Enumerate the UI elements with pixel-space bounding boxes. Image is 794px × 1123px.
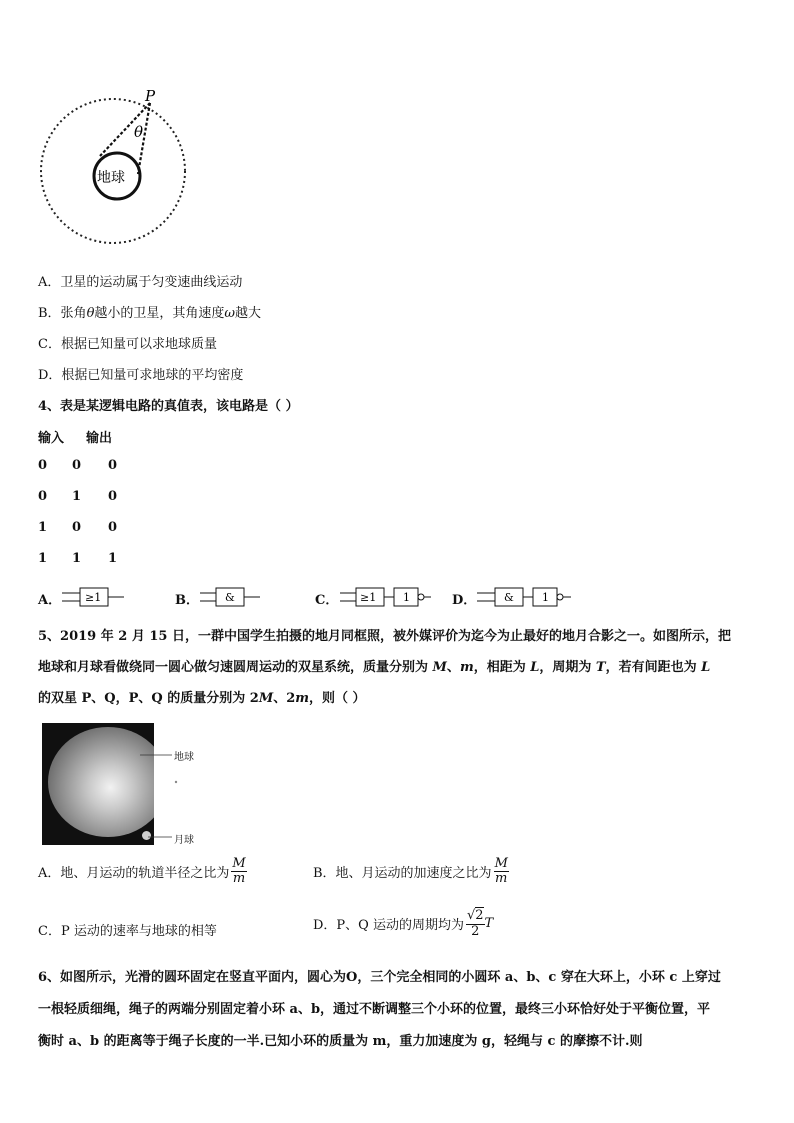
point-p-label: P — [145, 88, 156, 105]
var-L2: L — [701, 660, 711, 675]
q6-line2: 一根轻质细绳，绳子的两端分别固定着小环 a、b，通过不断调整三个小环的位置，最终三小环恰好处于平衡位置，平 — [38, 1002, 711, 1017]
q5-line2 — [38, 656, 710, 675]
q5-line3-a: 的双星 P、Q，P、Q 的质量分别为 2 — [38, 691, 259, 706]
q5-line3-c: ，则（ ） — [309, 691, 366, 706]
var-T: T — [595, 660, 606, 675]
frac-num: M — [232, 856, 246, 871]
gate-symbol: ≥1 — [85, 591, 102, 604]
q4-option-a-label: A． — [38, 593, 62, 608]
q5-option-d — [313, 908, 493, 939]
q4-option-b-gate — [200, 586, 264, 608]
q3-option-b — [38, 302, 261, 321]
q5-line2-d: ，若有间距也为 — [605, 660, 702, 675]
q3-option-a: A．卫星的运动属于匀变速曲线运动 — [38, 275, 243, 290]
q5-line2-b: ，相距为 — [473, 660, 531, 675]
cell-b: 0 — [72, 458, 82, 473]
q6-line1: 6、如图所示，光滑的圆环固定在竖直平面内，圆心为O，三个完全相同的小圆环 a、b、c 穿在大环上，小环 c 上穿过 — [38, 970, 721, 985]
q3-option-b-theta: θ — [86, 306, 95, 321]
q4-option-d-gate — [477, 586, 573, 608]
earth-moon-photo — [42, 723, 154, 845]
var-T-period: T — [484, 916, 494, 931]
gate-symbol: & — [504, 591, 514, 604]
q4-option-c-label: C． — [315, 593, 339, 608]
q3-option-d: D．根据已知量可求地球的平均密度 — [38, 368, 244, 383]
frac-den: 2 — [471, 924, 480, 939]
photo-label-earth: 地球 — [174, 752, 194, 763]
var-M2: M — [258, 691, 274, 706]
cell-out: 0 — [108, 458, 118, 473]
var-m2: m — [295, 691, 310, 706]
q3-option-c: C．根据已知量可以求地球质量 — [38, 337, 217, 352]
q5-option-b-text: B．地、月运动的加速度之比为 — [313, 866, 492, 881]
earth-label: 地球 — [97, 170, 125, 186]
header-output: 输出 — [86, 431, 113, 446]
truth-row — [38, 551, 117, 566]
q3-option-b-post: 越大 — [235, 306, 262, 321]
q4-option-d-label: D． — [452, 593, 477, 608]
frac-den: m — [495, 871, 508, 886]
q4-option-a-gate — [62, 586, 126, 608]
q5-option-a — [38, 857, 247, 886]
q5-line3 — [38, 687, 366, 706]
header-input: 输入 — [38, 431, 65, 446]
gate-symbol: ≥1 — [360, 591, 377, 604]
cell-b: 1 — [72, 489, 82, 504]
photo-label-moon: 月球 — [174, 835, 194, 846]
cell-a: 1 — [38, 520, 48, 535]
var-m: m — [459, 660, 474, 675]
q5-line2-a: 地球和月球看做绕同一圆心做匀速圆周运动的双星系统，质量分别为 — [38, 660, 433, 675]
sqrt-radicand: 2 — [475, 908, 484, 923]
fraction-M-over-m — [494, 857, 509, 886]
q5-option-d-text: D．P、Q 运动的周期均为 — [313, 918, 464, 933]
q5-line2-c: ，周期为 — [539, 660, 596, 675]
q4-truth-table-header — [38, 427, 112, 446]
cell-a: 0 — [38, 458, 48, 473]
frac-num — [466, 908, 485, 925]
q4-stem: 4、表是某逻辑电路的真值表，该电路是（ ） — [38, 399, 299, 414]
earth-image — [48, 727, 154, 837]
cell-a: 1 — [38, 551, 48, 566]
q6-line3: 衡时 a、b 的距离等于绳子长度的一半.已知小环的质量为 m，重力加速度为 g，轻绳与 c 的摩擦不计.则 — [38, 1034, 643, 1049]
q3-option-b-pre: B．张角 — [38, 306, 87, 321]
truth-row — [38, 489, 117, 504]
cell-out: 0 — [108, 520, 118, 535]
q3-option-b-omega: ω — [224, 306, 236, 321]
truth-row — [38, 520, 117, 535]
fraction-sqrt2-over-2 — [466, 908, 485, 939]
q5-option-a-text: A．地、月运动的轨道半径之比为 — [38, 866, 230, 881]
orbit-diagram — [30, 88, 200, 258]
cell-out: 0 — [108, 489, 118, 504]
q3-option-b-mid: 越小的卫星，其角速度 — [94, 306, 225, 321]
cell-b: 1 — [72, 551, 82, 566]
cell-b: 0 — [72, 520, 82, 535]
q5-line1: 5、2019 年 2 月 15 日，一群中国学生拍摄的地月同框照，被外媒评价为迄今为止最好的地月合影之一。如图所示，把 — [38, 629, 731, 644]
gate-symbol: 1 — [403, 591, 410, 604]
theta-label: θ — [134, 123, 144, 141]
fraction-M-over-m — [231, 857, 246, 886]
frac-den: m — [232, 871, 246, 886]
q5-option-c: C．P 运动的速率与地球的相等 — [38, 924, 217, 939]
var-L: L — [530, 660, 540, 675]
cell-out: 1 — [108, 551, 118, 566]
q5-option-b — [313, 857, 509, 886]
gate-symbol: & — [225, 591, 235, 604]
q5-sep: 、 — [446, 660, 460, 675]
truth-row — [38, 458, 117, 473]
q4-option-c-gate — [340, 586, 432, 608]
var-M: M — [432, 660, 447, 675]
q4-option-b-label: B． — [175, 593, 199, 608]
gate-symbol: 1 — [542, 591, 549, 604]
cell-a: 0 — [38, 489, 48, 504]
q5-line3-b: 、2 — [273, 691, 296, 706]
sqrt-icon: √ — [466, 908, 476, 923]
frac-num: M — [494, 856, 508, 871]
